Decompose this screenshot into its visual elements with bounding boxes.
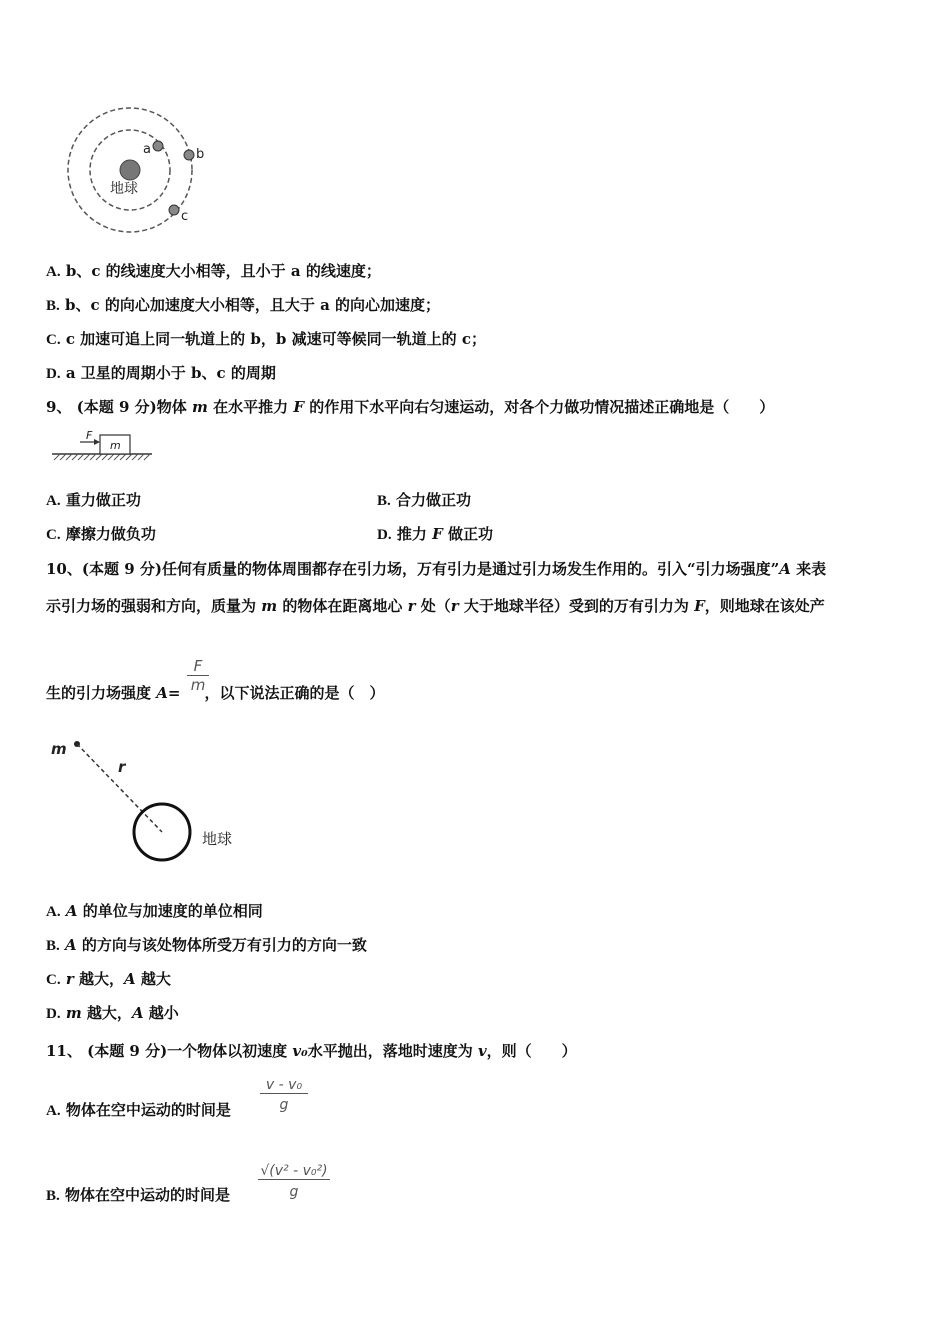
q11-option-a-fraction: $\frac{\text{v - v₀}}{g}$ [260, 1077, 308, 1113]
mass-m-label: m [51, 740, 67, 758]
q10-field-figure [45, 732, 255, 872]
earth-dot [120, 160, 140, 180]
q10-option-c: C. r 越大，A 越大 [46, 970, 171, 988]
force-label: F [86, 429, 93, 442]
q10-stem-line3: 生的引力场强度 A= ，以下说法正确的是（ ） [46, 684, 385, 702]
q10-fraction: $\frac{F}{m}$ [187, 657, 209, 694]
block-m-label: m [110, 439, 121, 452]
q10-stem-line1: 10、(本题 9 分)任何有质量的物体周围都存在引力场，万有引力是通过引力场发生作用的。引入“引力场强度”A 来表 [46, 560, 827, 578]
q11-option-b-fraction: $\frac{\text{√(v² - v₀²)}}{g}$ [258, 1163, 330, 1200]
q8-option-c: C. c 加速可追上同一轨道上的 b，b 减速可等候同一轨道上的 c； [46, 330, 486, 348]
satellite-a-label: a [143, 142, 151, 157]
satellite-c [169, 205, 179, 215]
q8-option-d: D. a 卫星的周期小于 b、c 的周期 [46, 364, 276, 382]
q9-stem: 9、 (本题 9 分)物体 m 在水平推力 F 的作用下水平向右匀速运动，对各个力做功情况描述正确地是（ ） [46, 398, 775, 416]
q9-block-figure [50, 428, 155, 468]
earth-label: 地球 [110, 181, 138, 197]
orbit-figure [60, 100, 220, 240]
satellite-a [153, 141, 163, 151]
q9-option-a: A. 重力做正功 [46, 491, 141, 509]
q8-option-a: A. b、c 的线速度大小相等，且小于 a 的线速度； [46, 262, 381, 280]
earth-label-fig: 地球 [202, 830, 233, 848]
q10-option-d: D. m 越大，A 越小 [46, 1004, 179, 1022]
satellite-c-label: c [181, 209, 189, 224]
q10-option-a: A. A 的单位与加速度的单位相同 [46, 902, 263, 920]
q10-option-b: B. A 的方向与该处物体所受万有引力的方向一致 [46, 936, 367, 954]
distance-r-label: r [118, 758, 126, 776]
q9-option-b: B. 合力做正功 [377, 491, 472, 509]
q9-option-d: D. 推力 F 做正功 [377, 525, 493, 543]
q11-option-b: B. 物体在空中运动的时间是 [46, 1186, 231, 1204]
satellite-b [184, 150, 194, 160]
q8-option-b: B. b、c 的向心加速度大小相等，且大于 a 的向心加速度； [46, 296, 441, 314]
q11-option-a: A. 物体在空中运动的时间是 [46, 1101, 231, 1119]
q10-stem-line2: 示引力场的强弱和方向，质量为 m 的物体在距离地心 r 处（r 大于地球半径）受到的万有引力为 F，则地球在该处产 [46, 597, 825, 615]
q9-option-c: C. 摩擦力做负功 [46, 525, 156, 543]
satellite-b-label: b [196, 147, 205, 162]
q11-stem: 11、 (本题 9 分)一个物体以初速度 v₀水平抛出，落地时速度为 v，则（ ） [46, 1042, 577, 1060]
